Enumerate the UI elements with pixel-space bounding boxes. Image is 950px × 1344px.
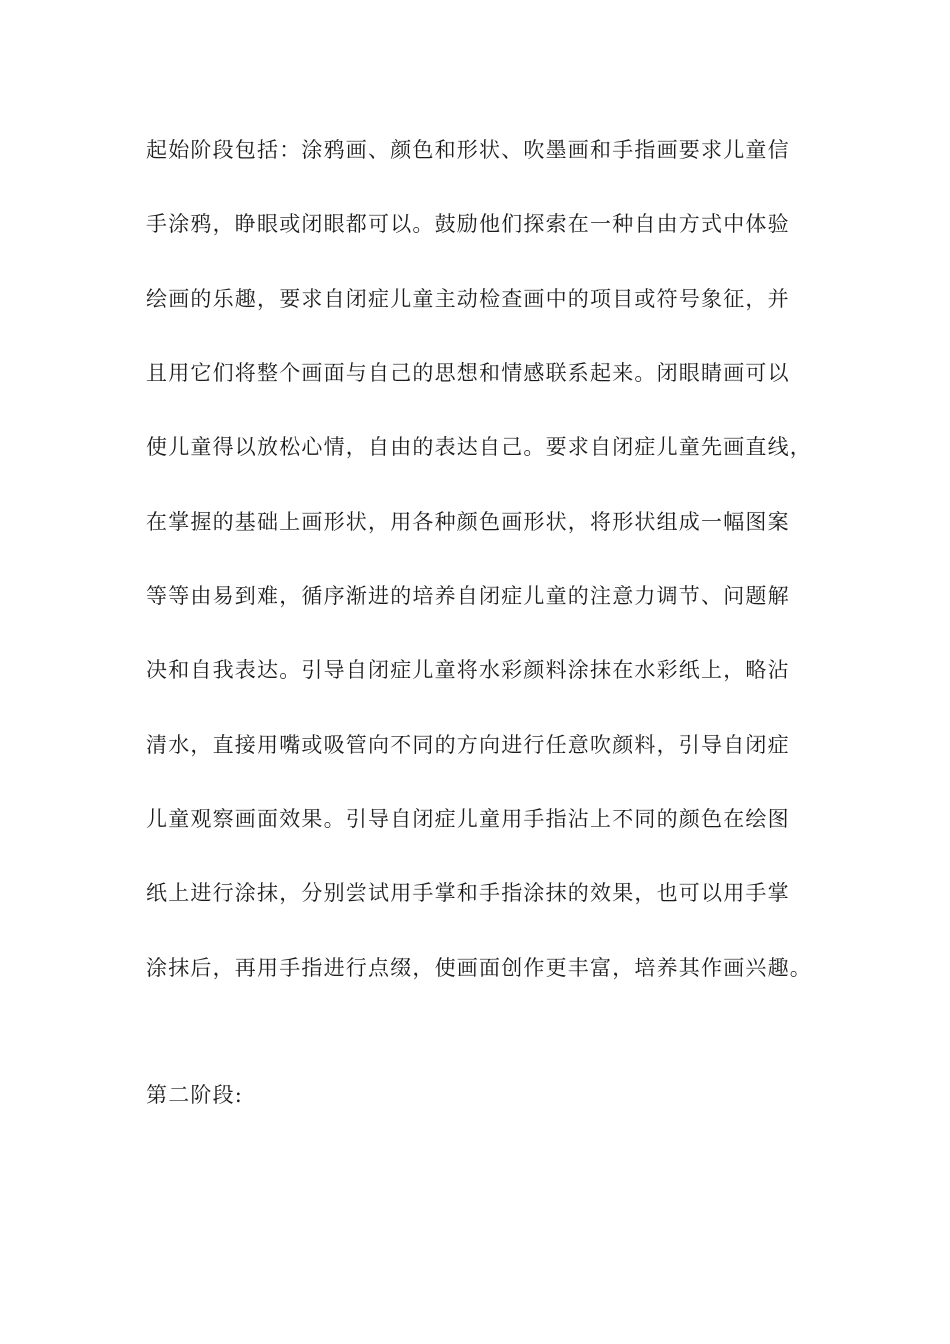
paragraph-line: 等等由易到难，循序渐进的培养自闭症儿童的注意力调节、问题解 bbox=[146, 584, 790, 608]
paragraph-line: 且用它们将整个画面与自己的思想和情感联系起来。闭眼睛画可以 bbox=[146, 361, 790, 385]
paragraph-line: 绘画的乐趣，要求自闭症儿童主动检查画中的项目或符号象征，并 bbox=[146, 287, 790, 311]
paragraph-line: 决和自我表达。引导自闭症儿童将水彩颜料涂抹在水彩纸上，略沾 bbox=[146, 658, 790, 682]
paragraph-line: 起始阶段包括：涂鸦画、颜色和形状、吹墨画和手指画要求儿童信 bbox=[146, 138, 790, 162]
paragraph-line: 纸上进行涂抹，分别尝试用手掌和手指涂抹的效果，也可以用手掌 bbox=[146, 881, 790, 905]
paragraph-line: 使儿童得以放松心情，自由的表达自己。要求自闭症儿童先画直线， bbox=[146, 435, 812, 459]
section-heading: 第二阶段: bbox=[146, 1083, 244, 1107]
paragraph-line: 儿童观察画面效果。引导自闭症儿童用手指沾上不同的颜色在绘图 bbox=[146, 807, 790, 831]
paragraph-line: 手涂鸦，睁眼或闭眼都可以。鼓励他们探索在一种自由方式中体验 bbox=[146, 212, 790, 236]
paragraph-line: 涂抹后，再用手指进行点缀，使画面创作更丰富，培养其作画兴趣。 bbox=[146, 956, 812, 980]
paragraph-line: 清水，直接用嘴或吸管向不同的方向进行任意吹颜料，引导自闭症 bbox=[146, 733, 790, 757]
paragraph-line: 在掌握的基础上画形状，用各种颜色画形状，将形状组成一幅图案 bbox=[146, 510, 790, 534]
